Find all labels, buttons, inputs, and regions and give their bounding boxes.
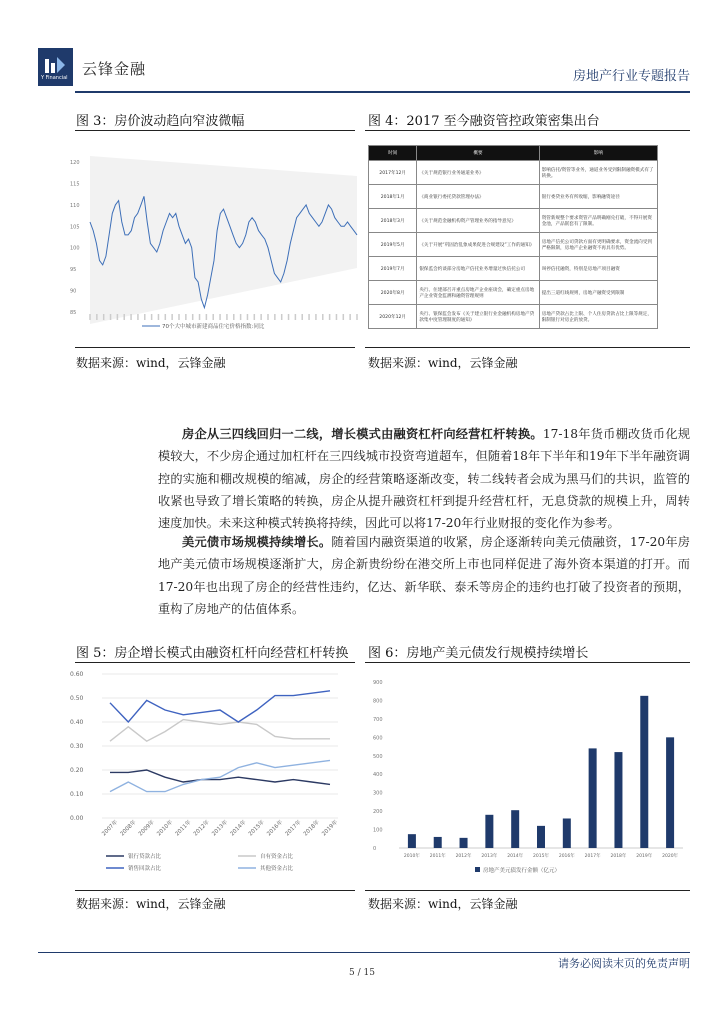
table-header-row: [369, 146, 658, 161]
figure6-bar: [640, 696, 648, 848]
paragraph2-lead: 美元债市场规模持续增长。: [182, 535, 332, 549]
table-header-cell: 时间: [369, 146, 417, 161]
disclaimer: 请务必阅读末页的免责声明: [558, 957, 690, 970]
figure3-y-tick-label: 100: [70, 245, 80, 252]
table-cell: 资管新规整个要求资管产品明确刚兑打破，不得开展资金池，产品嵌套有了限制。: [539, 209, 657, 233]
figure5-legend-label: 销售回款占比: [128, 866, 162, 872]
table-cell: 《关于规范银行业务通道业务》: [417, 161, 539, 185]
table-cell: 《关于规范金融机构资产管理业务的指导意见》: [417, 209, 539, 233]
figure3-y-tick-label: 110: [70, 202, 80, 209]
table-cell: 2018年1月: [369, 185, 417, 209]
figure5-x-tick-label: 2010年: [156, 819, 175, 838]
figure6-bar: [511, 810, 519, 848]
figure6-x-tick-label: 2011年: [429, 854, 446, 859]
figure5-y-tick-label: 0.50: [70, 695, 84, 702]
figure6-bar: [537, 826, 545, 848]
table-cell: 2020年12月: [369, 305, 417, 329]
figure6-bar: [589, 748, 597, 848]
figure5-y-tick-label: 0.20: [70, 767, 84, 774]
figure5-title: 图 5：房企增长模式由融资杠杆向经营杠杆转换: [76, 646, 349, 661]
figure5-y-tick-label: 0.40: [70, 719, 84, 726]
figure6-y-tick-label: 700: [373, 716, 383, 723]
figure4-source: 数据来源：wind，云锋金融: [368, 356, 518, 370]
table-cell: 《商业银行委托贷款管理办法》: [417, 185, 539, 209]
header-divider: [75, 91, 690, 93]
figure6-y-tick-label: 0: [373, 846, 377, 852]
figure3-top-rule: [75, 130, 355, 131]
figure5-x-tick-label: 2007年: [101, 819, 120, 838]
figure3-bottom-rule: [75, 347, 355, 348]
figure6-x-tick-label: 2017年: [584, 854, 601, 859]
table-cell: 房地产信托公司贷款方面有更明确要求，资金流向受到严格限制，房地产企业融资不再具有优势。: [539, 233, 657, 257]
figure4-bottom-rule: [365, 347, 690, 348]
figure5-series-line: [110, 720, 330, 742]
figure5-bottom-rule: [75, 890, 355, 891]
figure6-legend-swatch: [475, 867, 480, 872]
paragraph-usd-bonds: [158, 531, 690, 620]
table-cell: 影响信托/资管等业务，通道业务受到限制融资模式有了转换。: [539, 161, 657, 185]
table-cell: 房地产贷款占比上限、个人住房贷款占比上限等规定，限制银行对房企的放贷。: [539, 305, 657, 329]
paragraph2-body: 随着国内融资渠道的收紧，房企逐渐转向美元债融资，17-20年房地产美元债市场规模逐渐扩大，房企新贵纷纷在港交所上市也同样促进了海外资本渠道的打开。而17-20年也出现了房企的经营性违约，亿达、新华联、泰禾等房企的违约也打破了投资者的预期，重构了房地产的估值体系。: [158, 535, 690, 616]
figure5-legend-label: 自有资金占比: [260, 854, 294, 860]
figure6-x-tick-label: 2012年: [455, 854, 472, 859]
table-cell: 银行委贷业务有所收缩，影响融资途径: [539, 185, 657, 209]
figure3-y-tick-label: 95: [70, 267, 77, 274]
figure6-legend: 房地产美元债发行金额（亿元）: [483, 868, 561, 874]
table-cell: 央行、住建部召开重点房地产企业座谈会，确定重点房地产企业资金监测和融资管理规则: [417, 281, 539, 305]
figure6-y-tick-label: 200: [373, 809, 383, 816]
figure6-bar: [563, 818, 571, 848]
table-cell: 央行、银保监会发布《关于建立银行业金融机构房地产贷款集中度管理制度的通知》: [417, 305, 539, 329]
figure6-bottom-rule: [365, 890, 690, 891]
table-cell: 银保监会约谈部分房地产信托业务增量过快信托公司: [417, 257, 539, 281]
page-number: 5 / 15: [349, 968, 375, 978]
figure5-x-tick-label: 2017年: [284, 819, 303, 838]
figure6-x-tick-label: 2014年: [507, 854, 524, 859]
figure3-y-tick-label: 115: [70, 181, 80, 188]
figure6-y-tick-label: 800: [373, 698, 383, 705]
paragraph1-body: 17-18年货币棚改货币化规模较大，不少房企通过加杠杆在三四线城市投资弯道超车，但随着18年下半年和19年下半年融资调控的实施和棚改规模的缩减，房企的经营策略逐渐改变，转二线转者会成为黑马们的共识，监管的收紧也导致了增长策略的转换，房企从提升融资杠杆到提升经营杠杆，无息贷款的规模上升，周转速度加快。未来这种模式转换将持续，因此可以将17-20年行业财报的变化作为参考。: [158, 427, 691, 531]
figure6-x-tick-label: 2016年: [558, 854, 575, 859]
table-row: [369, 233, 658, 257]
figure5-y-tick-label: 0.60: [70, 671, 84, 678]
figure3-source: 数据来源：wind，云锋金融: [76, 356, 226, 370]
figure6-chart: [365, 672, 690, 882]
figure6-bar: [485, 815, 493, 848]
table-row: [369, 281, 658, 305]
table-row: [369, 185, 658, 209]
logo-mark-icon: [43, 55, 67, 75]
company-name: 云锋金融: [82, 60, 147, 78]
figure6-bar: [408, 834, 416, 848]
paragraph1-lead: 房企从三四线回归一二线，增长模式由融资杠杆向经营杠杆转换。: [182, 427, 543, 441]
figure6-x-tick-label: 2015年: [533, 854, 549, 859]
figure3-y-tick-label: 120: [70, 160, 80, 166]
figure5-y-tick-label: 0.30: [70, 743, 84, 750]
figure5-x-tick-label: 2016年: [266, 819, 285, 838]
footer-divider: [38, 952, 690, 953]
policy-table: [368, 145, 658, 329]
figure5-top-rule: [75, 662, 355, 663]
figure6-bar: [460, 838, 468, 848]
paragraph-developers-shift: [158, 423, 690, 534]
report-title: 房地产行业专题报告: [572, 69, 690, 84]
figure6-bar: [666, 737, 674, 848]
figure3-y-tick-label: 85: [70, 310, 77, 316]
figure5-chart: [68, 668, 358, 878]
figure6-source: 数据来源：wind，云锋金融: [368, 897, 518, 911]
figure3-chart: [62, 148, 362, 336]
figure5-series-line: [110, 691, 330, 722]
table-cell: 2019年5月: [369, 233, 417, 257]
figure5-source: 数据来源：wind，云锋金融: [76, 897, 226, 911]
table-row: [369, 161, 658, 185]
figure3-band: [90, 156, 357, 324]
figure6-x-tick-label: 2010年: [403, 854, 420, 859]
figure5-x-tick-label: 2011年: [174, 819, 193, 838]
table-row: [369, 257, 658, 281]
table-row: [369, 305, 658, 329]
figure3-legend: 70个大中城市新建商品住宅价格指数:同比: [162, 324, 265, 330]
table-cell: 2020年8月: [369, 281, 417, 305]
figure6-y-tick-label: 400: [373, 772, 383, 779]
figure6-title: 图 6：房地产美元债发行规模持续增长: [368, 646, 589, 661]
figure5-x-tick-label: 2018年: [302, 819, 321, 838]
figure6-y-tick-label: 900: [373, 680, 383, 686]
figure6-y-tick-label: 600: [373, 735, 383, 742]
table-cell: 2017年12月: [369, 161, 417, 185]
table-cell: 2018年3月: [369, 209, 417, 233]
figure6-x-tick-label: 2018年: [610, 854, 627, 859]
figure3-title: 图 3：房价波动趋向窄波微幅: [76, 114, 245, 129]
figure5-legend-label: 其他资金占比: [260, 866, 294, 872]
figure4-top-rule: [365, 130, 690, 131]
table-cell: 《关于开展“巩固治乱象成果促进合规建设”工作的通知》: [417, 233, 539, 257]
figure5-x-tick-label: 2009年: [137, 819, 156, 838]
figure5-x-tick-label: 2013年: [211, 819, 230, 838]
figure5-x-tick-label: 2015年: [247, 819, 266, 838]
figure6-x-tick-label: 2020年: [662, 854, 679, 859]
table-cell: 2019年7月: [369, 257, 417, 281]
logo-text: Y Financial: [41, 75, 68, 81]
figure6-y-tick-label: 300: [373, 790, 383, 797]
figure5-legend-label: 银行贷款占比: [128, 854, 162, 860]
figure5-x-tick-label: 2008年: [119, 819, 138, 838]
table-header-cell: 影响: [539, 146, 657, 161]
figure5-x-tick-label: 2019年: [321, 819, 340, 838]
figure5-x-tick-label: 2012年: [192, 819, 211, 838]
figure3-y-tick-label: 105: [70, 224, 80, 231]
table-cell: 叫停信托融资，特别是房地产项目融资: [539, 257, 657, 281]
figure3-y-tick-label: 90: [70, 288, 77, 295]
figure6-bar: [614, 752, 622, 848]
figure6-x-tick-label: 2019年: [636, 854, 653, 859]
figure6-y-tick-label: 100: [373, 827, 383, 834]
figure6-x-tick-label: 2013年: [481, 854, 498, 859]
table-header-cell: 概要: [417, 146, 539, 161]
figure5-y-tick-label: 0.10: [70, 791, 84, 798]
company-logo: [38, 48, 73, 86]
table-cell: 提出三道红线规则，房地产融资受到限制: [539, 281, 657, 305]
figure5-x-tick-label: 2014年: [229, 819, 248, 838]
figure4-title: 图 4：2017 至今融资管控政策密集出台: [368, 114, 600, 129]
figure5-y-tick-label: 0.00: [70, 815, 84, 822]
figure6-top-rule: [365, 662, 690, 663]
table-row: [369, 209, 658, 233]
figure5-series-line: [110, 760, 330, 791]
figure6-bar: [434, 837, 442, 848]
figure6-y-tick-label: 500: [373, 753, 383, 760]
